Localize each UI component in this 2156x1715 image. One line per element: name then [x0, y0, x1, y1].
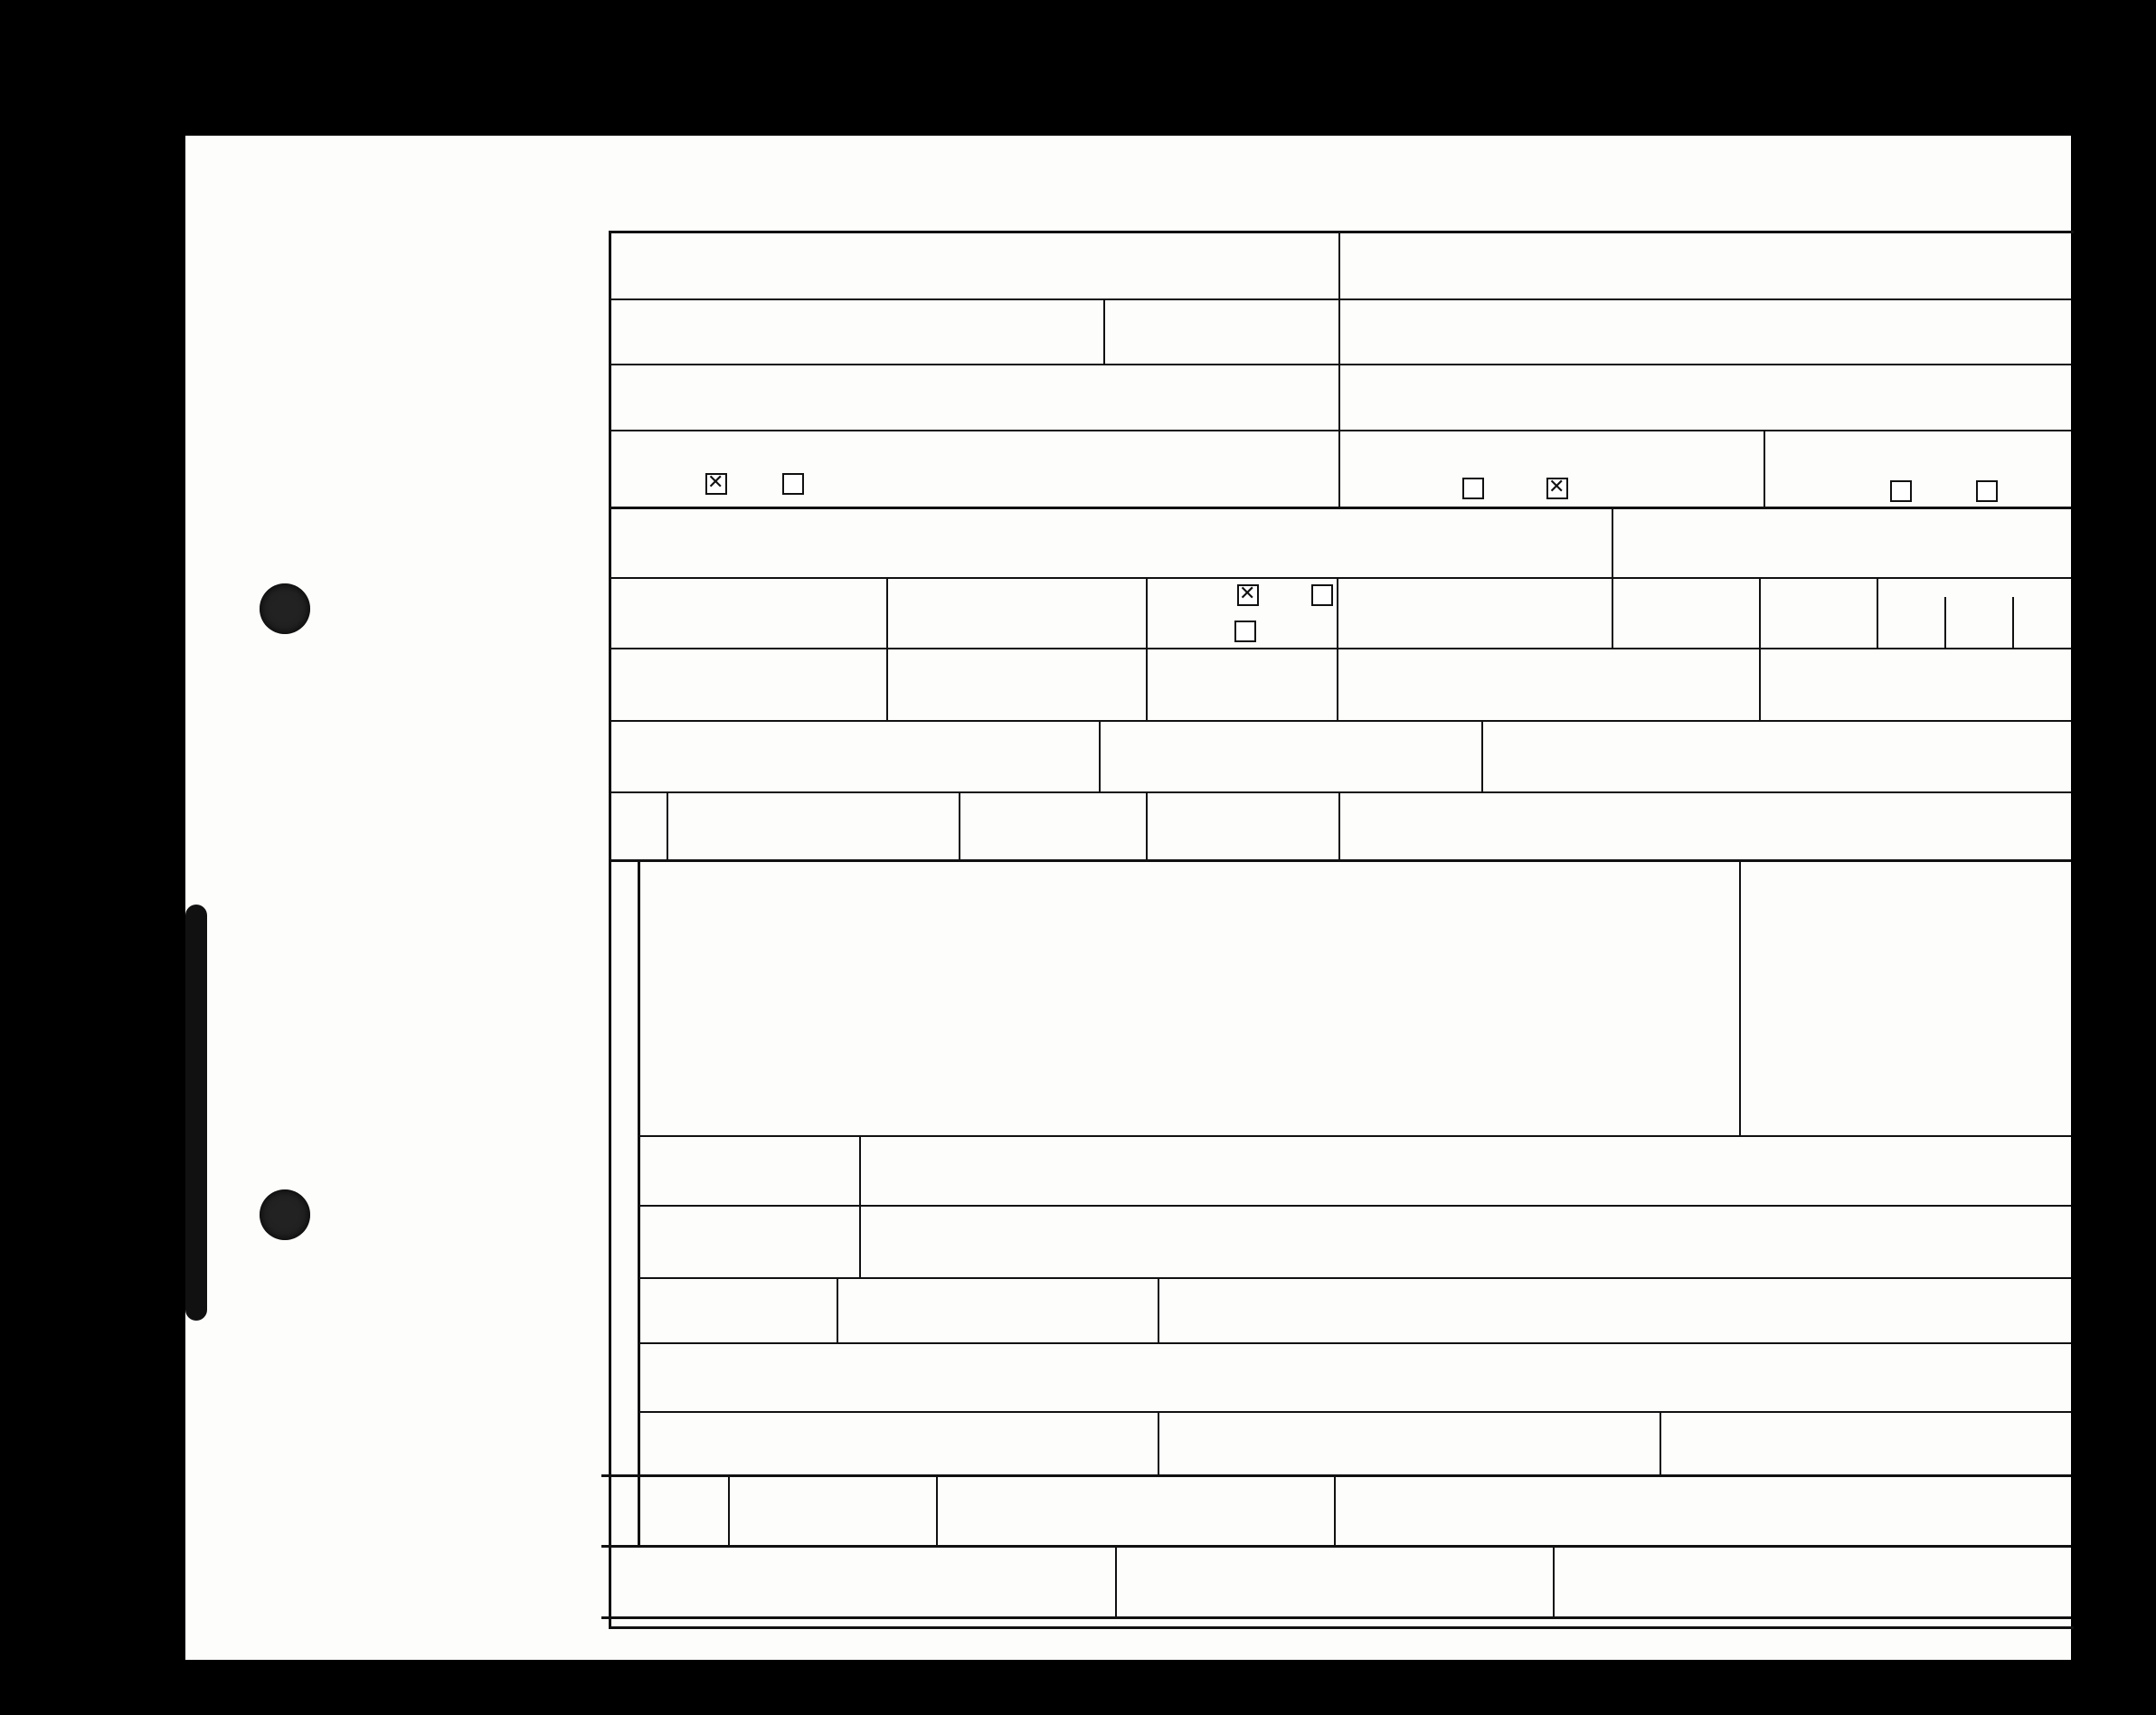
farm-yes-checkbox[interactable] [1890, 480, 1912, 502]
punch-hole-top [260, 583, 310, 634]
widowed-checkbox[interactable] [1234, 621, 1256, 642]
pod-inside-no-checkbox[interactable] [782, 473, 804, 495]
married-checkbox[interactable] [1237, 584, 1259, 606]
res-inside-no-checkbox[interactable] [1546, 478, 1568, 499]
form-frame [609, 231, 2074, 1629]
farm-no-checkbox[interactable] [1976, 480, 1998, 502]
res-inside-yes-checkbox[interactable] [1462, 478, 1484, 499]
never-married-checkbox[interactable] [1311, 584, 1333, 606]
pod-inside-yes-checkbox[interactable] [705, 473, 727, 495]
punch-hole-bottom [260, 1189, 310, 1240]
edge-strike [185, 905, 207, 1321]
certificate-card [185, 136, 2071, 1660]
